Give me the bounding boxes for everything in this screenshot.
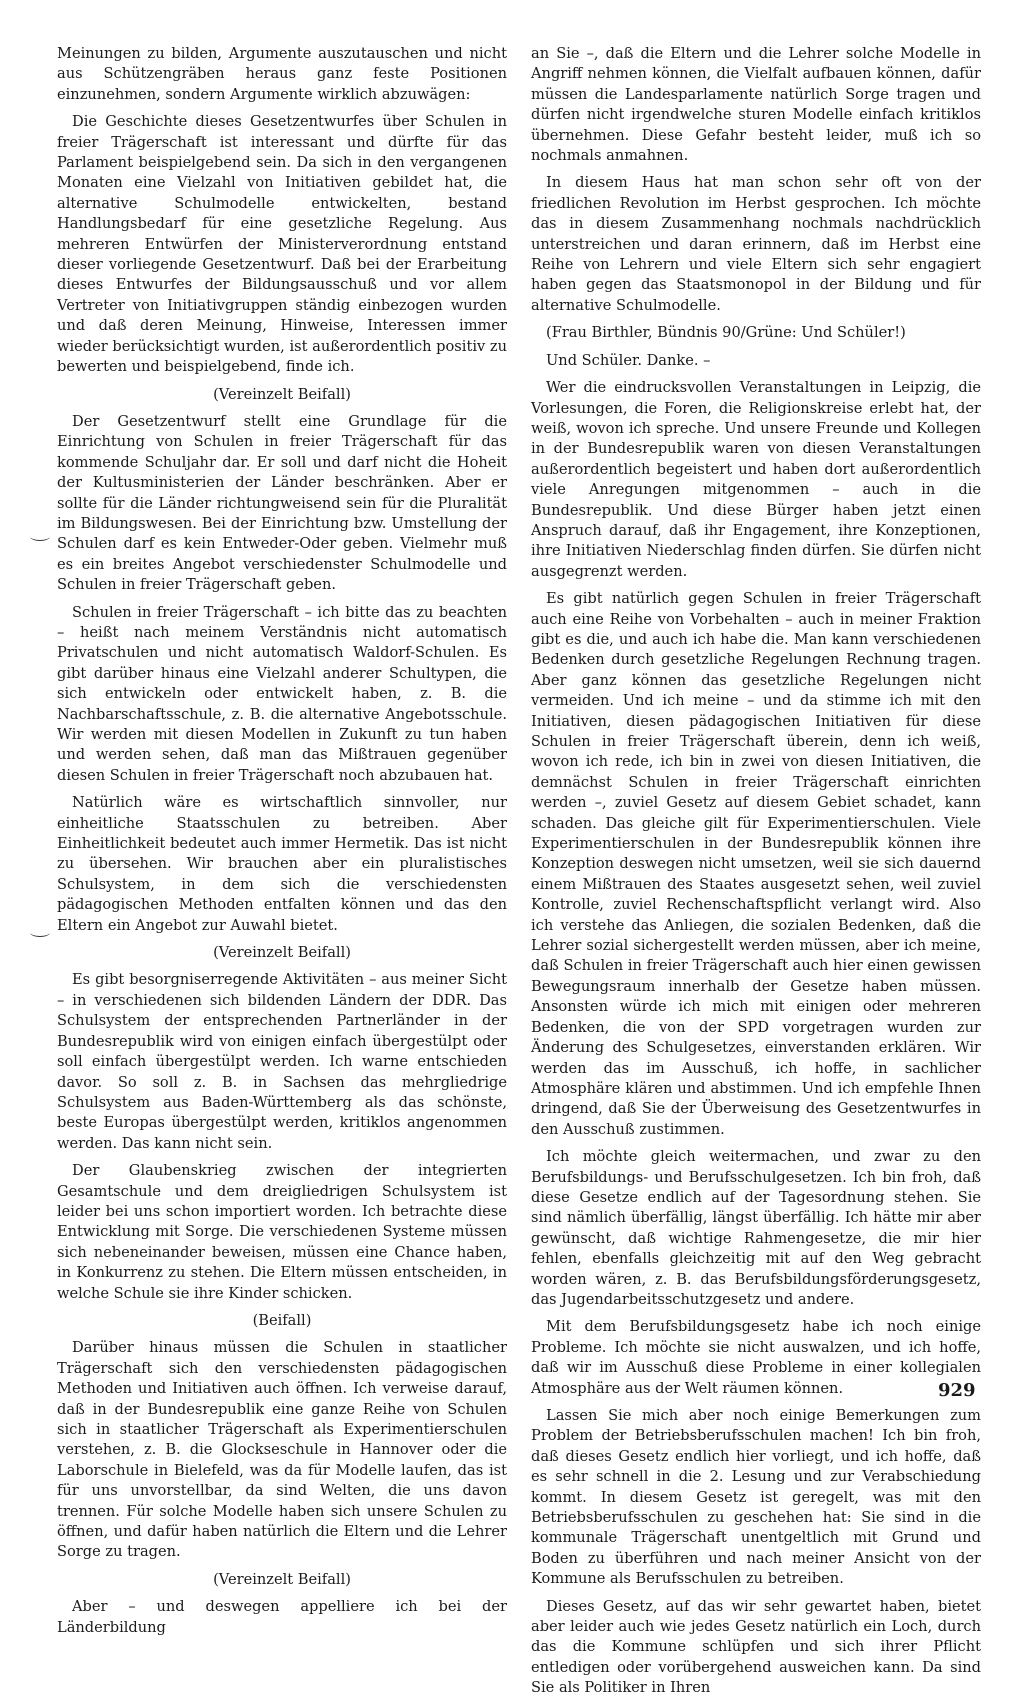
paragraph: In diesem Haus hat man schon sehr oft von der friedlichen Revolution im Herbst gesprochen. Ich möchte das in diesem Zusammenhang nochmals nachdrücklich unterstreichen und daran erinnern, daß im Herbst eine Reihe von Lehrern und viele Eltern sich sehr engagiert haben gegen das Staatsmonopol in der Bildung und für alternative Schulmodelle. (531, 174, 981, 314)
applause-note: (Beifall) (252, 1311, 312, 1329)
paragraph: Schulen in freier Trägerschaft – ich bitte das zu beachten – heißt nach meinem Verständnis nicht automatisch Privatschulen und nicht automatisch Waldorf-Schulen. Es gibt darüber hinaus eine Vielzahl anderer Schultypen, die sich entwickeln oder entwickelt haben, z. B. die Nachbarschaftsschule, z. B. die alternative Angebotsschule. Wir werden mit diesen Modellen in Zukunft zu tun haben und werden sehen, daß man das Mißtrauen gegenüber diesen Schulen in freier Trägerschaft noch abzubauen hat. (57, 603, 507, 784)
right-column (531, 44, 981, 1706)
paragraph: Der Gesetzentwurf stellt eine Grundlage für die Einrichtung von Schulen in freier Trägerschaft für das kommende Schuljahr dar. Er soll und darf nicht die Hoheit der Kultusministerien der Länder beschränken. Aber er sollte für die Länder richtungweisend sein für die Pluralität im Bildungswesen. Bei der Einrichtung bzw. Umstellung der Schulen darf es kein Entweder-Oder geben. Vielmehr muß es ein breites Angebot verschiedenster Schulmodelle und Schulen in freier Trägerschaft geben. (57, 412, 507, 594)
paragraph: Wer die eindrucksvollen Veranstaltungen in Leipzig, die Vorlesungen, die Foren, die Religionskreise erlebt hat, der weiß, wovon ich spreche. Und unsere Freunde und Kollegen in der Bundesrepublik waren von diesen Veranstaltungen außerordentlich begeistert und haben dort außerordentlich viele Anregungen mitgenommen – auch in die Bundesrepublik. Und diese Bürger haben jetzt einen Anspruch darauf, daß ihr Engagement, ihre Konzeptionen, ihre Initiativen Niederschlag finden dürfen. Sie dürfen nicht ausgegrenzt werden. (531, 379, 981, 580)
paragraph: Und Schüler. Danke. – (546, 351, 711, 369)
applause-note: (Vereinzelt Beifall) (213, 385, 351, 403)
left-column (57, 44, 507, 1645)
paragraph: Meinungen zu bilden, Argumente auszutauschen und nicht aus Schützengräben heraus ganz feste Positionen einzunehmen, sondern Argumente wirklich abzuwägen: (57, 45, 507, 103)
paragraph: Darüber hinaus müssen die Schulen in staatlicher Trägerschaft sich den verschiedensten pädagogischen Methoden und Initiativen auch öffnen. Ich verweise darauf, daß in der Bundesrepublik eine ganze Reihe von Schulen sich in staatlicher Trägerschaft als Experimentierschulen verstehen, z. B. die Glockseschule in Hannover oder die Laborschule in Bielefeld, was da für Modelle laufen, das ist für uns unvorstellbar, da sind Welten, die uns davon trennen. Für solche Modelle haben sich unsere Schulen zu öffnen, und dafür haben natürlich die Eltern und die Lehrer Sorge zu tragen. (57, 1339, 507, 1561)
paragraph: Es gibt besorgniserregende Aktivitäten – aus meiner Sicht – in verschiedenen sich bildenden Ländern der DDR. Das Schulsystem der entsprechenden Partnerländer in der Bundesrepublik wird von einigen einfach übergestülpt oder soll einfach übergestülpt werden. Ich warne entschieden davor. So soll z. B. in Sachsen das mehrgliedrige Schulsystem aus Baden-Württemberg als das schönste, beste Europas übergestülpt werden, kritiklos angenommen werden. Das kann nicht sein. (57, 971, 507, 1152)
page-number: 929 (938, 1380, 976, 1401)
paragraph: an Sie –, daß die Eltern und die Lehrer solche Modelle in Angriff nehmen können, die Vielfalt aufbauen können, dafür müssen die Landesparlamente natürlich Sorge tragen und dürfen nicht irgendwelche sturen Modelle einfach kritiklos übernehmen. Diese Gefahr besteht leider, muß ich so nochmals anmahnen. (531, 45, 981, 165)
paragraph: Dieses Gesetz, auf das wir sehr gewartet haben, bietet aber leider auch wie jedes Gesetz natürlich ein Loch, durch das die Kommune schlüpfen und sich ihrer Pflicht entledigen oder vorübergehend ausweichen kann. Da sind Sie als Politiker in Ihren (531, 1597, 981, 1697)
applause-note: (Vereinzelt Beifall) (213, 1570, 351, 1588)
paragraph: Mit dem Berufsbildungsgesetz habe ich noch einige Probleme. Ich möchte sie nicht auswalzen, und ich hoffe, daß wir im Ausschuß diese Probleme in einer kollegialen Atmosphäre aus der Welt räumen können. (531, 1318, 981, 1397)
interjection: (Frau Birthler, Bündnis 90/Grüne: Und Schüler!) (546, 324, 906, 342)
paragraph: Ich möchte gleich weitermachen, und zwar zu den Berufsbildungs- und Berufsschulgesetzen. Ich bin froh, daß diese Gesetze endlich auf der Tagesordnung stehen. Sie sind nämlich überfällig, längst überfällig. Ich hätte mir aber gewünscht, daß wichtige Rahmengesetze, die mir hier fehlen, ebenfalls gleichzeitig mit auf den Weg gebracht worden wären, z. B. das Berufsbildungsförderungsgesetz, das Jugendarbeitsschutzgesetz und andere. (531, 1148, 981, 1308)
paragraph: Die Geschichte dieses Gesetzentwurfes über Schulen in freier Trägerschaft ist interessant und dürfte für das Parlament beispielgebend sein. Da sich in den vergangenen Monaten eine Vielzahl von Initiativen gebildet hat, die alternative Schulmodelle entwickelten, bestand Handlungsbedarf für eine gesetzliche Regelung. Aus mehreren Entwürfen der Ministerverordnung entstand dieser vorliegende Gesetzentwurf. Daß bei der Erarbeitung dieses Entwurfes der Bildungsausschuß und vor allem Vertreter von Initiativgruppen ständig einbezogen wurden und daß deren Meinung, Hinweise, Interessen immer wieder berücksichtigt wurden, ist außerordentlich positiv zu bewerten und beispielgebend, finde ich. (57, 113, 507, 376)
applause-note: (Vereinzelt Beifall) (213, 944, 351, 962)
paragraph: Lassen Sie mich aber noch einige Bemerkungen zum Problem der Betriebsberufsschulen machen! Ich bin froh, daß dieses Gesetz endlich hier vorliegt, und ich hoffe, daß es sehr schnell in die 2. Lesung und zur Verabschiedung kommt. In diesem Gesetz ist geregelt, was mit den Betriebsberufsschulen zu geschehen hat: Sie sind in die kommunale Trägerschaft unentgeltlich mit Grund und Boden zu überführen und nach meiner Ansicht von der Kommune als Berufsschulen zu betreiben. (531, 1407, 981, 1588)
margin-mark (30, 928, 50, 937)
paragraph: Aber – und deswegen appelliere ich bei der Länderbildung (57, 1598, 507, 1636)
paragraph: Es gibt natürlich gegen Schulen in freier Trägerschaft auch eine Reihe von Vorbehalten – auch in meiner Fraktion gibt es die, und auch ich habe die. Man kann verschiedenen Bedenken durch gesetzliche Regelungen Rechnung tragen. Aber ganz können das gesetzliche Regelungen nicht vermeiden. Und ich meine – und da stimme ich mit den Initiativen, diesen pädagogischen Initiativen für diese Schulen in freier Trägerschaft überein, denn ich weiß, wovon ich rede, ich bin in zwei von diesen Initiativen, die demnächst Schulen in freier Trägerschaft einrichten werden –, zuviel Gesetz auf diesem Gebiet schadet, kann schaden. Das gleiche gilt für Experimentierschulen. Viele Experimentierschulen in der Bundesrepublik können ihre Konzeption deswegen nicht umsetzen, weil sie sich dauernd einem Mißtrauen des Staates ausgesetzt sehen, weil zuviel Kontrolle, zuviel Rechenschaftspflicht verlangt wird. Also ich verstehe das Anliegen, die sozialen Bedenken, daß die Lehrer sozial sichergestellt werden müssen, aber ich meine, daß Schulen in freier Trägerschaft auch hier einen gewissen Bewegungsraum innerhalb der Gesetze haben müssen. Ansonsten würde ich mich mit einigen oder mehreren Bedenken, die von der SPD vorgetragen wurden zur Änderung des Schulgesetzes, einverstanden erklären. Wir werden das im Ausschuß, ich hoffe, in sachlicher Atmosphäre klären und abstimmen. Und ich empfehle Ihnen dringend, daß Sie der Überweisung des Gesetzentwurfes in den Ausschuß zustimmen. (531, 590, 981, 1138)
paragraph: Natürlich wäre es wirtschaftlich sinnvoller, nur einheitliche Staatsschulen zu betreiben. Aber Einheitlichkeit bedeutet auch immer Hermetik. Das ist nicht zu übersehen. Wir brauchen aber ein pluralistisches Schulsystem, in dem sich die verschiedensten pädagogischen Methoden entfalten können und das den Eltern ein Angebot zur Auwahl bietet. (57, 794, 507, 934)
margin-mark (30, 532, 50, 541)
paragraph: Der Glaubenskrieg zwischen der integrierten Gesamtschule und dem dreigliedrigen Schulsystem ist leider bei uns schon importiert worden. Ich betrachte diese Entwicklung mit Sorge. Die verschiedenen Systeme müssen sich nebeneinander beweisen, müssen eine Chance haben, in Konkurrenz zu stehen. Die Eltern müssen entscheiden, in welche Schule sie ihre Kinder schicken. (57, 1162, 507, 1302)
